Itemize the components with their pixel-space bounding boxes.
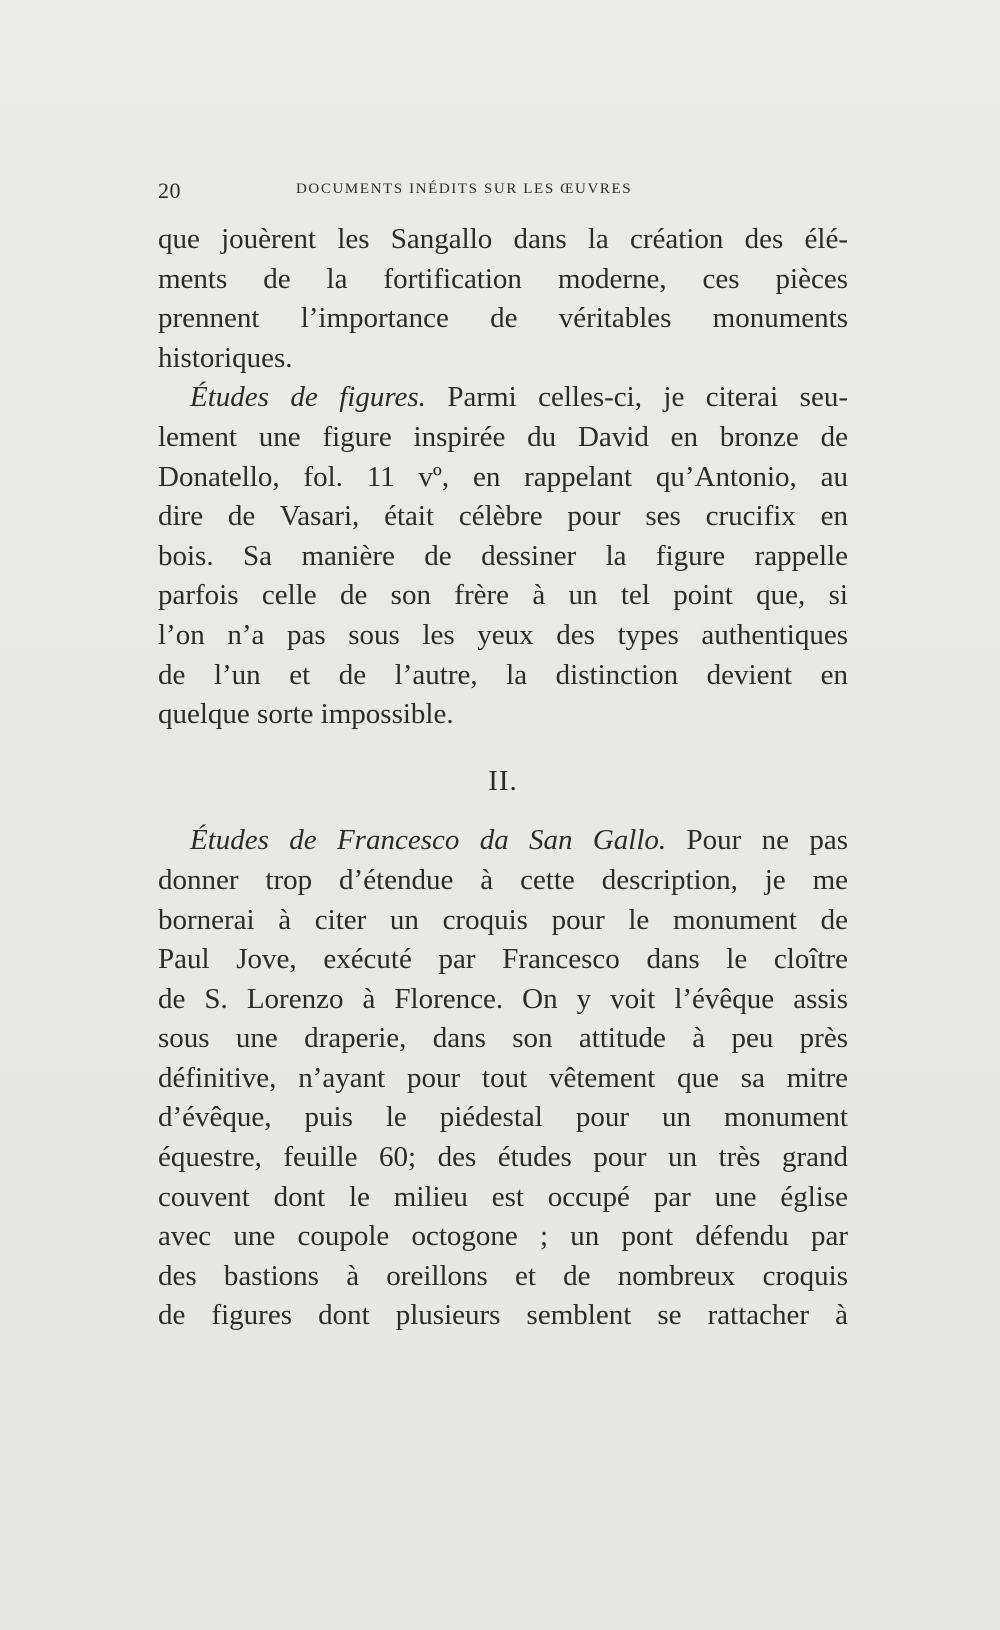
text-line: définitive, n’ayant pour tout vêtement que sa mitre bbox=[158, 1061, 848, 1094]
lead-rest: Pour ne pas bbox=[666, 824, 848, 857]
text-line bbox=[158, 821, 848, 861]
text-line: de S. Lorenzo à Florence. On y voit l’évêque assis bbox=[158, 982, 848, 1015]
text-line: que jouèrent les Sangallo dans la création des élé- bbox=[158, 223, 848, 255]
text-line: prennent l’importance de véritables monuments bbox=[158, 302, 848, 335]
lead-rest: Parmi celles-ci, je citerai seu- bbox=[425, 381, 849, 414]
section-heading: II. bbox=[488, 764, 518, 797]
text-line bbox=[158, 378, 848, 418]
text-line: de figures dont plusieurs semblent se rattacher à bbox=[158, 1299, 848, 1332]
text-line: bois. Sa manière de dessiner la figure rappelle bbox=[158, 539, 848, 572]
text-line: sous une draperie, dans son attitude à peu près bbox=[158, 1022, 848, 1055]
text-line: couvent dont le milieu est occupé par une église bbox=[158, 1180, 848, 1213]
running-head bbox=[158, 178, 848, 208]
text-line: équestre, feuille 60; des études pour un très grand bbox=[158, 1141, 848, 1174]
text-line: avec une coupole octogone ; un pont défendu par bbox=[158, 1220, 848, 1253]
text-line: ments de la fortification moderne, ces pièces bbox=[158, 262, 848, 295]
text-line: Paul Jove, exécuté par Francesco dans le cloître bbox=[158, 943, 848, 976]
page-body bbox=[158, 220, 848, 1336]
paragraph-1 bbox=[158, 220, 848, 378]
paragraph-3 bbox=[158, 821, 848, 1336]
italic-lead-studies-of-figures: Études de figures. bbox=[190, 381, 426, 414]
text-line: donner trop d’étendue à cette description, je me bbox=[158, 863, 848, 896]
text-line: historiques. bbox=[158, 341, 293, 374]
text-line: bornerai à citer un croquis pour le monument de bbox=[158, 903, 848, 936]
text-line: Donatello, fol. 11 vº, en rappelant qu’Antonio, au bbox=[158, 460, 848, 493]
text-line: dire de Vasari, était célèbre pour ses crucifix en bbox=[158, 500, 848, 533]
text-line: de l’un et de l’autre, la distinction devient en bbox=[158, 658, 848, 691]
text-line: des bastions à oreillons et de nombreux croquis bbox=[158, 1259, 848, 1292]
text-line: quelque sorte impossible. bbox=[158, 698, 454, 731]
running-title: DOCUMENTS INÉDITS SUR LES ŒUVRES bbox=[296, 181, 633, 197]
text-line: l’on n’a pas sous les yeux des types authentiques bbox=[158, 618, 848, 651]
text-line: parfois celle de son frère à un tel point que, si bbox=[158, 579, 848, 612]
page-number: 20 bbox=[158, 178, 181, 203]
text-line: lement une figure inspirée du David en bronze de bbox=[158, 420, 848, 453]
text-line: d’évêque, puis le piédestal pour un monument bbox=[158, 1101, 848, 1134]
paragraph-2 bbox=[158, 378, 848, 734]
italic-lead-studies-of-francesco: Études de Francesco da San Gallo. bbox=[190, 824, 667, 857]
